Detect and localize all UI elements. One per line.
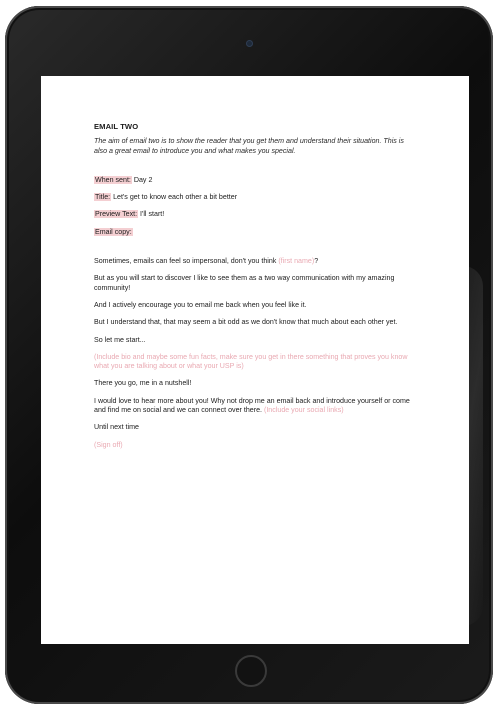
field-label: When sent: [95, 175, 131, 184]
placeholder-paragraph: (Include bio and maybe some fun facts, make sure you get in there something that proves you know what you are talking about or what your USP is) [94, 352, 408, 371]
spacer [94, 245, 412, 257]
tablet-screen [41, 76, 469, 644]
field-email-copy [94, 228, 412, 237]
field-when-sent [94, 176, 412, 185]
body-paragraph [94, 397, 412, 416]
body-paragraph: And I actively encourage you to email me back when you feel like it. [94, 300, 307, 309]
email-document [94, 122, 412, 458]
body-text: ? [314, 257, 319, 266]
body-text: Sometimes, emails can feel so impersonal, don't you think [94, 257, 279, 266]
body-paragraph: But I understand that, that may seem a bit odd as we don't know that much about each other yet. [94, 318, 398, 327]
home-button[interactable] [235, 655, 267, 687]
body-text: I would love to hear more about you! Why not drop me an email back and introduce yourself or come and find me on social and we can connect over there. [94, 396, 410, 415]
field-value: I'll start! [138, 210, 165, 219]
field-label: Title: [95, 193, 111, 202]
field-value: Day 2 [131, 175, 153, 184]
field-title [94, 193, 412, 202]
placeholder-text: (Include your social links) [263, 406, 344, 415]
field-preview-text [94, 210, 412, 219]
field-label: Email copy: [95, 227, 132, 236]
document-intro: The aim of email two is to show the reader that you get them and understand their situation. This is also a great email to introduce you and what makes you special. [94, 137, 404, 155]
body-paragraph: Until next time [94, 423, 139, 432]
tablet-frame [5, 6, 493, 704]
placeholder-paragraph: (Sign off) [94, 440, 123, 449]
field-label: Preview Text: [95, 210, 138, 219]
body-paragraph: There you go, me in a nutshell! [94, 379, 192, 388]
body-paragraph: So let me start... [94, 335, 146, 344]
document-title: EMAIL TWO [94, 122, 139, 131]
placeholder-text: (first name) [278, 257, 315, 266]
camera-icon [246, 40, 253, 47]
field-value: Let's get to know each other a bit better [111, 193, 238, 202]
body-paragraph: But as you will start to discover I like to see them as a two way communication with my amazing community! [94, 274, 395, 292]
body-paragraph [94, 257, 412, 266]
